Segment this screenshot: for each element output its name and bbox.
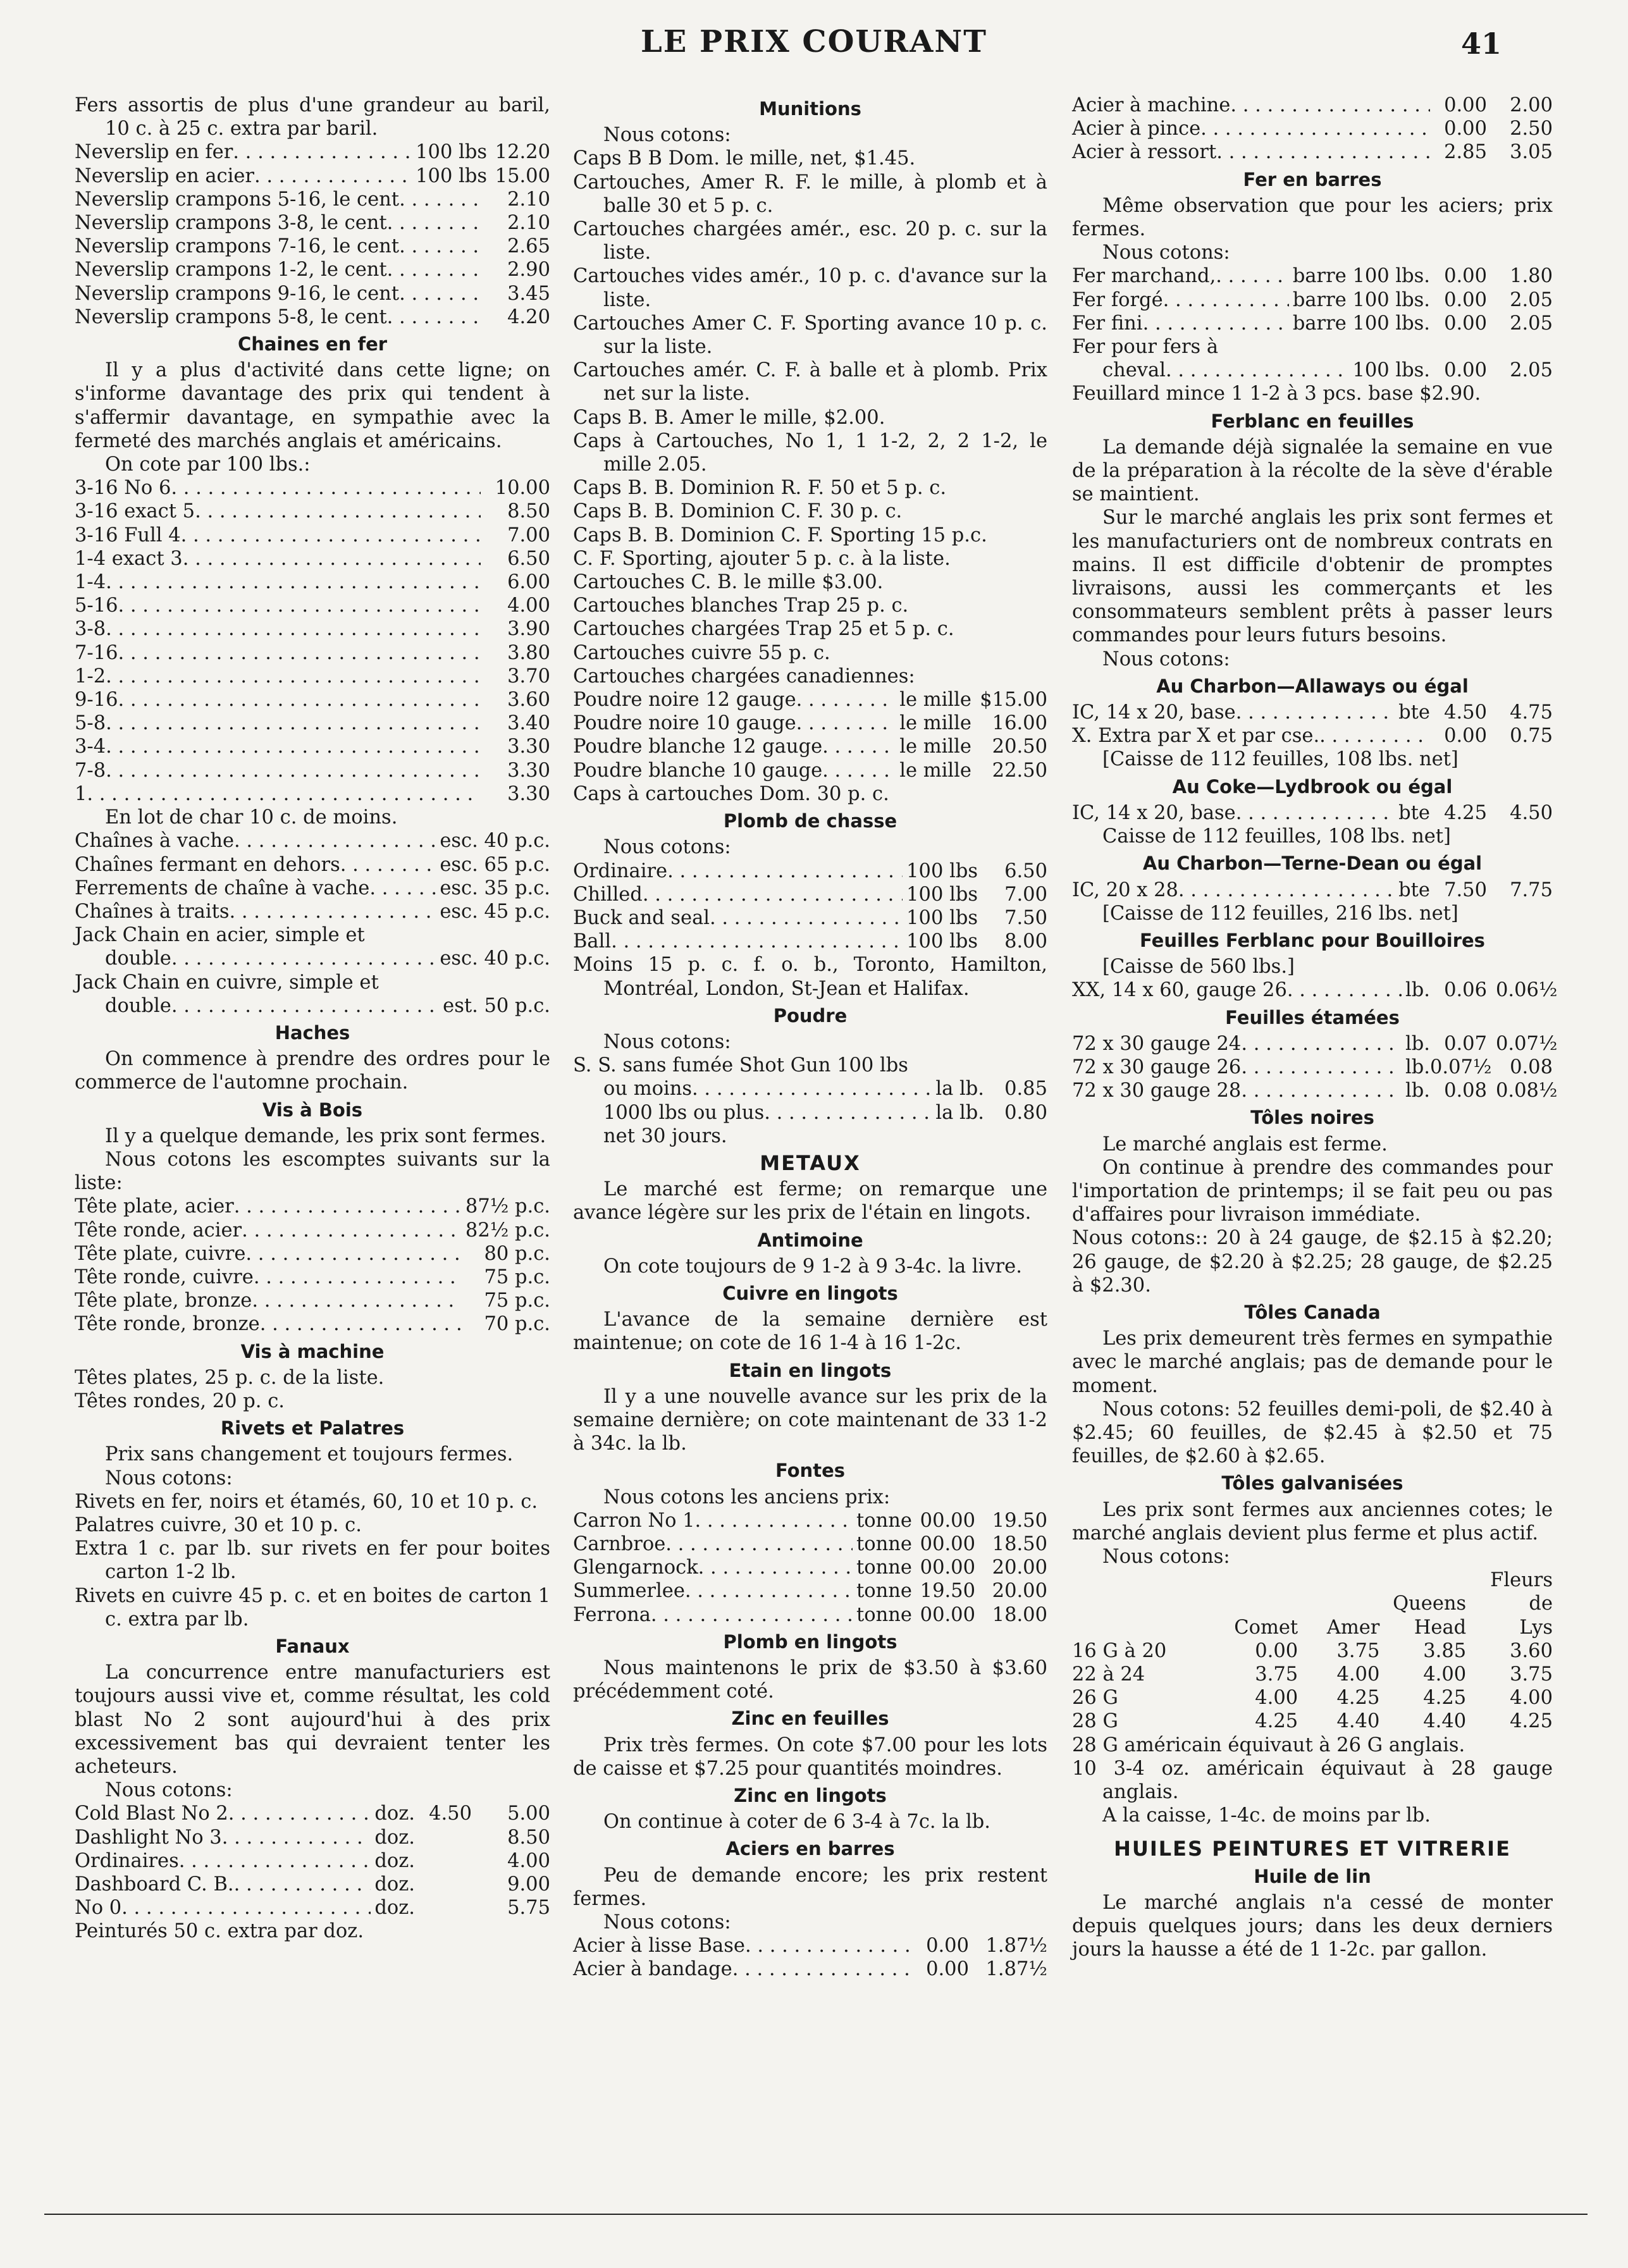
section-text: Jack Chain en cuivre, simple et xyxy=(75,971,379,994)
table-row: 28 G 4.25 4.40 4.40 4.25 xyxy=(1072,1710,1553,1733)
section-text: L'avance de la semaine dernière est maintenue; on cote de 16 1-4 à 16 1-2c. xyxy=(573,1309,1047,1355)
section-text: Le marché anglais n'a cessé de monter depuis quelques jours; dans les deux derniers jours la hausse a été de 1 1-2c. par gallon. xyxy=(1072,1891,1553,1961)
price-list xyxy=(573,1077,1047,1124)
price-row: Summerlee . . . tonne 19.50 20.00 xyxy=(573,1579,1047,1603)
price-row: Chaînes fermant en dehors . . . esc. 65 p.c. xyxy=(75,853,550,877)
intro-text: Fers assortis de plus d'une grandeur au baril, 10 c. à 25 c. extra par baril. xyxy=(75,94,550,140)
price-row: 3-8 . . . 3.90 xyxy=(75,617,550,641)
price-row: Chaînes à traits . . . esc. 45 p.c. xyxy=(75,900,550,923)
section-text: Peu de demande encore; les prix restent fermes. xyxy=(573,1864,1047,1910)
section-title: Munitions xyxy=(759,98,861,120)
table-header: Comet Amer Head Lys xyxy=(1234,1616,1553,1639)
section-text: Caisse de 112 feuilles, 108 lbs. net] xyxy=(1102,825,1451,848)
section-text: La concurrence entre manufacturiers est toujours aussi vive et, comme résultat, les cold blast No 2 sont aujourd'hui à des prix excessivement bas qui devraient tenter les acheteurs. xyxy=(75,1661,550,1778)
section-text: Même observation que pour les aciers; prix fermes. xyxy=(1072,194,1553,241)
price-row: 72 x 30 gauge 28 . . . lb. 0.08 0.08½ xyxy=(1072,1079,1553,1102)
price-row: Tête plate, acier . . . 87½ p.c. xyxy=(75,1195,550,1218)
section-text: Nous cotons: xyxy=(603,836,731,859)
price-list xyxy=(1072,264,1553,335)
price-row: Neverslip crampons 9-16, le cent . . . 3.45 xyxy=(75,282,550,305)
price-row: ou moins . . . la lb. 0.85 xyxy=(573,1077,1047,1100)
section-text: Têtes rondes, 20 p. c. xyxy=(75,1390,285,1412)
price-row: Fer fini . . . barre 100 lbs. 0.00 2.05 xyxy=(1072,312,1553,335)
price-row: Neverslip crampons 5-8, le cent . . . 4.20 xyxy=(75,305,550,329)
price-row: Buck and seal . . . 100 lbs 7.50 xyxy=(573,906,1047,930)
price-row: Carnbroe . . . tonne 00.00 18.50 xyxy=(573,1532,1047,1556)
price-row: No 0 . . . doz. 5.75 xyxy=(75,1896,550,1920)
section-text: On continue à coter de 6 3-4 à 7c. la lb. xyxy=(603,1811,990,1834)
section-text: Nous cotons: xyxy=(105,1467,233,1489)
section-title: Vis à Bois xyxy=(262,1099,363,1121)
price-row: Neverslip crampons 7-16, le cent . . . 2.65 xyxy=(75,235,550,258)
price-row: 3-4 . . . 3.30 xyxy=(75,735,550,758)
section-text: Rivets en fer, noirs et étamés, 60, 10 et 10 p. c. xyxy=(75,1490,538,1513)
page-number: 41 xyxy=(1460,27,1502,61)
price-row: Neverslip en acier . . . 100 lbs 15.00 xyxy=(75,164,550,188)
section-title: Zinc en feuilles xyxy=(731,1708,889,1730)
section-title: Fanaux xyxy=(275,1636,350,1657)
section-text: Extra 1 c. par lb. sur rivets en fer pour boites carton 1-2 lb. xyxy=(75,1538,550,1584)
section-text: Les prix sont fermes aux anciennes cotes; le marché anglais devient plus ferme et plus actif. xyxy=(1072,1498,1553,1544)
price-list xyxy=(573,1509,1047,1627)
section-text: Nous cotons:: 20 à 24 gauge, de $2.15 à $2.20; 26 gauge, de $2.20 à $2.25; 28 gauge, de $2.25 à $2.30. xyxy=(1072,1227,1553,1297)
price-row: Poudre blanche 10 gauge . . . le mille 22.50 xyxy=(573,759,1047,782)
section-text: 10 3-4 oz. américain équivaut à 28 gauge anglais. xyxy=(1072,1757,1553,1804)
price-row: Ordinaire . . . 100 lbs 6.50 xyxy=(573,860,1047,883)
section-title: Haches xyxy=(274,1021,350,1044)
neverslip-list xyxy=(75,140,550,329)
section-text: La demande déjà signalée la semaine en vue de la préparation à la récolte de la sève d'érable se maintient. xyxy=(1072,436,1553,506)
price-row: Acier à machine . . . 0.00 2.00 xyxy=(1072,94,1553,117)
section-text: Il y a quelque demande, les prix sont fermes. xyxy=(105,1125,546,1147)
section-text: Il y a une nouvelle avance sur les prix de la semaine dernière; on cote maintenant de 33 1-2 à 34c. la lb. xyxy=(573,1385,1047,1455)
list-item: Cartouches amér. C. F. à balle et à plomb. Prix net sur la liste. xyxy=(573,359,1047,405)
price-row: XX, 14 x 60, gauge 26 . . . lb. 0.06 0.06½ xyxy=(1072,978,1553,1002)
price-row: Neverslip crampons 1-2, le cent . . . 2.90 xyxy=(75,258,550,281)
section-title: Tôles galvanisées xyxy=(1221,1472,1403,1495)
price-row: Neverslip crampons 5-16, le cent . . . 2.10 xyxy=(75,188,550,211)
price-row: 9-16 . . . 3.60 xyxy=(75,688,550,712)
section-title: HUILES PEINTURES ET VITRERIE xyxy=(1114,1837,1511,1861)
section-title: Aciers en barres xyxy=(725,1838,895,1860)
section-title: Plomb de chasse xyxy=(723,810,897,832)
list-item: Cartouches vides amér., 10 p. c. d'avance sur la liste. xyxy=(573,265,1047,311)
galvanized-table xyxy=(1072,1568,1553,1733)
section-text: net 30 jours. xyxy=(603,1125,727,1147)
price-row: 1 . . . 3.30 xyxy=(75,782,550,806)
list-item: Cartouches, Amer R. F. le mille, à plomb et à balle 30 et 5 p. c. xyxy=(573,171,1047,217)
list-item: Caps B. B. Dominion R. F. 50 et 5 p. c. xyxy=(573,477,947,500)
section-text: Prix très fermes. On cote $7.00 pour les lots de caisse et $7.25 pour quantités moindres. xyxy=(573,1734,1047,1780)
price-row: Dashlight No 3 . . . doz. 8.50 xyxy=(75,1826,550,1849)
price-row: 72 x 30 gauge 24 . . . lb. 0.07 0.07½ xyxy=(1072,1032,1553,1056)
section-title: Au Charbon—Terne-Dean ou égal xyxy=(1142,853,1483,875)
section-title: Poudre xyxy=(773,1004,848,1026)
section-text: Sur le marché anglais les prix sont fermes et les manufacturiers ont de nombreux contrats en mains. Il est difficile d'obtenir de promptes livraisons, aussi les commerçants et les consommateurs semblent prêts à passer leurs commandes pour leurs futurs besoins. xyxy=(1072,507,1553,647)
section-title: Fer en barres xyxy=(1243,168,1382,190)
price-row: 7-16 . . . 3.80 xyxy=(75,641,550,665)
price-row: double . . . esc. 40 p.c. xyxy=(75,947,550,970)
list-item: Caps B. B. Dominion C. F. Sporting 15 p.c. xyxy=(573,524,987,546)
price-list xyxy=(1072,1032,1558,1103)
price-row: IC, 20 x 28 . . . bte 7.50 7.75 xyxy=(1072,878,1553,902)
section-title: Huile de lin xyxy=(1254,1865,1371,1887)
price-row: Poudre blanche 12 gauge . . . le mille 20.50 xyxy=(573,735,1047,758)
price-row: 3-16 Full 4 . . . 7.00 xyxy=(75,524,550,547)
price-row: Acier à ressort . . . 2.85 3.05 xyxy=(1072,140,1553,164)
section-title: Vis à machine xyxy=(240,1340,385,1362)
table-header: Fleurs xyxy=(1490,1569,1553,1592)
list-item: Cartouches blanches Trap 25 p. c. xyxy=(573,595,909,617)
section-text: Il y a plus d'activité dans cette ligne; on s'informe davantage des prix qui tendent à s'affermir davantage, en sympathie avec la fermeté des marchés anglais et américains. xyxy=(75,359,550,452)
price-row: double . . . est. 50 p.c. xyxy=(75,994,550,1018)
price-row: Poudre noire 12 gauge . . . le mille $15.00 xyxy=(573,688,1047,712)
list-item: Cartouches Amer C. F. Sporting avance 10 p. c. sur la liste. xyxy=(573,312,1047,359)
price-row: 5-8 . . . 3.40 xyxy=(75,712,550,735)
price-row: 3-16 No 6 . . . 10.00 xyxy=(75,476,550,500)
section-text: Prix sans changement et toujours fermes. xyxy=(105,1443,514,1466)
text-list xyxy=(573,147,1047,688)
section-title: Feuilles Ferblanc pour Bouilloires xyxy=(1140,929,1485,951)
price-row: 1000 lbs ou plus . . . la lb. 0.80 xyxy=(573,1101,1047,1125)
price-row: Carron No 1 . . . tonne 00.00 19.50 xyxy=(573,1509,1047,1532)
price-row: Poudre noire 10 gauge . . . le mille 16.00 xyxy=(573,712,1047,735)
section-title: Etain en lingots xyxy=(729,1359,892,1381)
price-row: Chilled . . . 100 lbs 7.00 xyxy=(573,883,1047,906)
table-row: 22 à 24 3.75 4.00 4.00 3.75 xyxy=(1072,1663,1553,1686)
table-row: 16 G à 20 0.00 3.75 3.85 3.60 xyxy=(1072,1639,1553,1662)
section-text: [Caisse de 112 feuilles, 108 lbs. net] xyxy=(1102,748,1458,771)
section-title: Tôles noires xyxy=(1250,1107,1374,1129)
section-text: On cote toujours de 9 1-2 à 9 3-4c. la livre. xyxy=(603,1255,1022,1278)
price-row: Neverslip crampons 3-8, le cent . . . 2.10 xyxy=(75,211,550,235)
section-text: [Caisse de 560 lbs.] xyxy=(1102,956,1295,978)
section-title: Chaines en fer xyxy=(237,333,388,355)
page-header xyxy=(0,18,1628,75)
price-list xyxy=(75,829,550,923)
newspaper-title: LE PRIX COURANT xyxy=(640,24,988,59)
section-text: Jack Chain en acier, simple et xyxy=(75,924,365,947)
list-item: Cartouches chargées canadiennes: xyxy=(573,665,915,687)
price-list xyxy=(1072,94,1553,164)
section-title: Rivets et Palatres xyxy=(220,1417,405,1439)
section-text: Palatres cuivre, 30 et 10 p. c. xyxy=(75,1513,362,1536)
column-3 xyxy=(1072,94,1558,1961)
section-text: Peinturés 50 c. extra par doz. xyxy=(75,1920,364,1943)
price-row: cheval . . . 100 lbs. 0.00 2.05 xyxy=(1072,359,1553,382)
price-list xyxy=(75,476,550,806)
section-text: 28 G américain équivaut à 26 G anglais. xyxy=(1072,1734,1465,1756)
price-row: Dashboard C. B. . . . doz. 9.00 xyxy=(75,1873,550,1896)
list-item: Cartouches chargées amér., esc. 20 p. c. sur la liste. xyxy=(573,218,1047,264)
section-text: Le marché est ferme; on remarque une avance légère sur les prix de l'étain en lingots. xyxy=(573,1178,1047,1224)
section-text: Moins 15 p. c. f. o. b., Toronto, Hamilton, Montréal, London, St-Jean et Halifax. xyxy=(573,954,1047,1000)
section-title: Cuivre en lingots xyxy=(722,1282,898,1304)
price-row: Chaînes à vache . . . esc. 40 p.c. xyxy=(75,829,550,853)
list-item: Caps B. B. Dominion C. F. 30 p. c. xyxy=(573,500,903,523)
price-row: 72 x 30 gauge 26 . . . lb. 0.07½ 0.08 xyxy=(1072,1056,1553,1079)
section-text: A la caisse, 1-4c. de moins par lb. xyxy=(1102,1804,1431,1827)
price-row: Cold Blast No 2 . . . doz. 4.50 5.00 xyxy=(75,1802,550,1825)
price-row: Tête plate, bronze . . . 75 p.c. xyxy=(75,1289,550,1312)
section-text: Têtes plates, 25 p. c. de la liste. xyxy=(75,1366,385,1389)
price-row: Tête ronde, cuivre . . . 75 p.c. xyxy=(75,1266,550,1289)
section-title: Plomb en lingots xyxy=(723,1630,897,1653)
price-row: Ferrements de chaîne à vache . . . esc. 35 p.c. xyxy=(75,877,550,900)
price-row: Glengarnock . . . tonne 00.00 20.00 xyxy=(573,1556,1047,1579)
section-text: Nous maintenons le prix de $3.50 à $3.60 précédemment coté. xyxy=(573,1657,1047,1703)
price-row: 3-16 exact 5 . . . 8.50 xyxy=(75,500,550,523)
price-row: Tête ronde, bronze . . . 70 p.c. xyxy=(75,1312,550,1336)
list-item: Cartouches C. B. le mille $3.00. xyxy=(573,571,884,594)
list-item: Caps B B Dom. le mille, net, $1.45. xyxy=(573,147,916,170)
section-text: Nous cotons: xyxy=(603,124,731,147)
price-row: Tête ronde, acier . . . 82½ p.c. xyxy=(75,1219,550,1242)
price-row: 1-2 . . . 3.70 xyxy=(75,665,550,688)
section-text: Nous cotons les escomptes suivants sur la liste: xyxy=(75,1148,550,1195)
section-text: On continue à prendre des commandes pour l'importation de printemps; il se fait peu ou pas d'affaires pour livraison immédiate. xyxy=(1072,1156,1553,1226)
price-row: IC, 14 x 20, base . . . bte 4.50 4.75 xyxy=(1072,701,1553,724)
section-title: Tôles Canada xyxy=(1244,1301,1381,1323)
list-item: C. F. Sporting, ajouter 5 p. c. à la liste. xyxy=(573,547,951,570)
price-row: Ordinaires . . . doz. 4.00 xyxy=(75,1849,550,1873)
section-text: S. S. sans fumée Shot Gun 100 lbs xyxy=(573,1054,908,1077)
section-text: Nous cotons: xyxy=(1102,648,1230,670)
price-list xyxy=(1072,701,1553,748)
price-row: Tête plate, cuivre . . . 80 p.c. xyxy=(75,1242,550,1266)
table-header: Queens de xyxy=(1393,1593,1553,1615)
section-text: Feuillard mince 1 1-2 à 3 pcs. base $2.90. xyxy=(1072,383,1481,405)
price-row: Fer marchand, . . . barre 100 lbs. 0.00 1.80 xyxy=(1072,264,1553,288)
section-text: Le marché anglais est ferme. xyxy=(1102,1133,1388,1156)
list-item: Caps à Cartouches, No 1, 1 1-2, 2, 2 1-2, le mille 2.05. xyxy=(573,429,1047,476)
list-item: Caps B. B. Amer le mille, $2.00. xyxy=(573,406,885,429)
section-title: METAUX xyxy=(760,1150,861,1175)
section-title: Au Charbon—Allaways ou égal xyxy=(1156,675,1469,697)
price-list xyxy=(573,1934,1047,1981)
section-text: Nous cotons: xyxy=(1102,242,1230,264)
price-list xyxy=(75,1802,550,1920)
section-text: Nous cotons: xyxy=(603,1911,731,1934)
section-text: Nous cotons: 52 feuilles demi-poli, de $2.40 à $2.45; 60 feuilles, de $2.45 à $2.50 et 75 feuilles, de $2.60 à $2.65. xyxy=(1072,1398,1553,1468)
section-title: Fontes xyxy=(775,1460,845,1482)
section-text: Les prix demeurent très fermes en sympathie avec le marché anglais; pas de demande pour le moment. xyxy=(1072,1328,1553,1397)
section-title: Feuilles étamées xyxy=(1225,1006,1400,1028)
table-row: 26 G 4.00 4.25 4.25 4.00 xyxy=(1072,1687,1553,1710)
price-list xyxy=(573,860,1047,954)
section-title: Zinc en lingots xyxy=(734,1785,887,1807)
list-item: Cartouches chargées Trap 25 et 5 p. c. xyxy=(573,618,954,641)
section-text: Fer pour fers à xyxy=(1072,336,1219,359)
section-text: Nous cotons: xyxy=(1102,1545,1230,1568)
price-row: 5-16 . . . 4.00 xyxy=(75,594,550,617)
price-row: 1-4 exact 3 . . . 6.50 xyxy=(75,547,550,570)
price-row: Acier à pince . . . 0.00 2.50 xyxy=(1072,117,1553,140)
section-title: Ferblanc en feuilles xyxy=(1211,410,1414,432)
price-row: Acier à lisse Base . . . 0.00 1.87½ xyxy=(573,1934,1047,1957)
price-row: IC, 14 x 20, base . . . bte 4.25 4.50 xyxy=(1072,801,1553,825)
section-text: En lot de char 10 c. de moins. xyxy=(105,806,398,829)
price-row: X. Extra par X et par cse. . . . 0.00 0.75 xyxy=(1072,724,1553,748)
price-row: Acier à bandage . . . 0.00 1.87½ xyxy=(573,1957,1047,1981)
price-row: Neverslip en fer . . . 100 lbs 12.20 xyxy=(75,140,550,164)
price-list xyxy=(573,688,1047,782)
section-text: Caps à cartouches Dom. 30 p. c. xyxy=(573,782,889,805)
price-row: 1-4 . . . 6.00 xyxy=(75,570,550,594)
column-2 xyxy=(573,94,1047,1981)
price-row: Ferrona . . . tonne 00.00 18.00 xyxy=(573,1603,1047,1627)
column-1 xyxy=(75,94,550,1944)
list-item: Cartouches cuivre 55 p. c. xyxy=(573,641,830,664)
price-row: Fer forgé . . . barre 100 lbs. 0.00 2.05 xyxy=(1072,288,1553,312)
section-text: On commence à prendre des ordres pour le commerce de l'automne prochain. xyxy=(75,1048,550,1094)
section-text: Rivets en cuivre 45 p. c. et en boites de carton 1 c. extra par lb. xyxy=(75,1584,550,1630)
bottom-rule xyxy=(44,2214,1588,2215)
section-text: On cote par 100 lbs.: xyxy=(105,453,311,476)
section-text: Nous cotons les anciens prix: xyxy=(603,1486,891,1508)
section-text: Nous cotons: xyxy=(105,1779,233,1802)
price-list xyxy=(75,1195,550,1336)
section-text: [Caisse de 112 feuilles, 216 lbs. net] xyxy=(1102,902,1458,925)
section-title: Au Coke—Lydbrook ou égal xyxy=(1172,775,1453,798)
price-row: 7-8 . . . 3.30 xyxy=(75,759,550,782)
price-row: Ball . . . 100 lbs 8.00 xyxy=(573,930,1047,953)
section-title: Antimoine xyxy=(757,1229,863,1251)
section-text: Nous cotons: xyxy=(603,1030,731,1053)
